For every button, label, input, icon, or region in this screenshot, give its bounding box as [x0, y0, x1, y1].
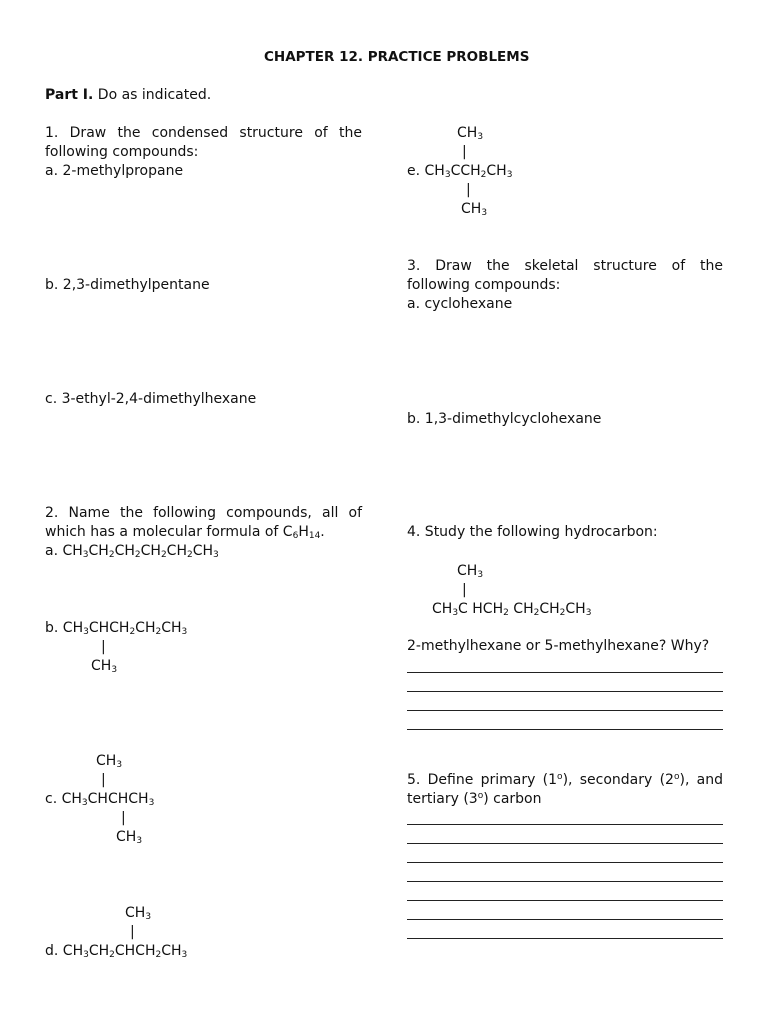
question-1e-bottom-substituent: $CH_3$	[461, 201, 488, 218]
question-2d-bond: |	[130, 924, 135, 940]
question-2c-main-chain: c. $CH_3CHCHCH_3$	[45, 791, 155, 808]
answer-line[interactable]	[407, 691, 723, 692]
question-2c-top-substituent: $CH_3$	[96, 753, 123, 770]
part-label: Part I.	[45, 87, 94, 103]
question-4-prompt: 4. Study the following hydrocarbon:	[407, 524, 658, 540]
question-3b: b. 1,3-dimethylcyclohexane	[407, 411, 602, 427]
answer-line[interactable]	[407, 729, 723, 730]
answer-line[interactable]	[407, 710, 723, 711]
question-3a: a. cyclohexane	[407, 296, 513, 312]
question-2b-bond: |	[101, 639, 106, 655]
answer-line[interactable]	[407, 824, 723, 825]
question-4-top-substituent: $CH_3$	[457, 563, 484, 580]
question-1c: c. 3-ethyl-2,4-dimethylhexane	[45, 391, 257, 407]
answer-line[interactable]	[407, 862, 723, 863]
question-1b: b. 2,3-dimethylpentane	[45, 277, 210, 293]
part-instruction: Do as indicated.	[97, 87, 212, 103]
question-2d-main-chain: d. $CH_3CH_2CHCH_2CH_3$	[45, 943, 188, 960]
question-4-bond: |	[462, 582, 467, 598]
question-2c-bottom-substituent: $CH_3$	[116, 829, 143, 846]
answer-line[interactable]	[407, 938, 723, 939]
question-1a: a. 2-methylpropane	[45, 163, 184, 179]
question-2b-substituent: $CH_3$	[91, 658, 118, 675]
question-1e-main-chain: e. $CH_3CCH_2CH_3$	[407, 163, 513, 180]
question-1e-top-substituent: $CH_3$	[457, 125, 484, 142]
question-1e-top-bond: |	[462, 144, 467, 160]
answer-line[interactable]	[407, 881, 723, 882]
question-1e-bottom-bond: |	[466, 182, 471, 198]
question-2d-top-substituent: $CH_3$	[125, 905, 152, 922]
answer-line[interactable]	[407, 672, 723, 673]
question-2c-bottom-bond: |	[121, 810, 126, 826]
answer-line[interactable]	[407, 900, 723, 901]
question-2b-main-chain: b. $CH_3CHCH_2CH_2CH_3$	[45, 620, 188, 637]
question-4-question: 2-methylhexane or 5-methylhexane? Why?	[407, 638, 710, 654]
question-2a: a. $CH_3CH_2CH_2CH_2CH_2CH_3$	[45, 543, 219, 560]
question-2c-top-bond: |	[101, 772, 106, 788]
question-2-prompt: 2. Name the following compounds, all of which has a molecular formula of $C_6H_{14}$.	[45, 505, 362, 541]
page-title: CHAPTER 12. PRACTICE PROBLEMS	[264, 49, 530, 65]
question-1-prompt: 1. Draw the condensed structure of the following compounds:	[45, 125, 362, 160]
question-5-prompt: 5. Define primary (1$^o$), secondary (2$^o$), and tertiary (3$^o$) carbon	[407, 772, 723, 807]
answer-line[interactable]	[407, 919, 723, 920]
part-heading	[45, 86, 211, 105]
question-3-prompt: 3. Draw the skeletal structure of the following compounds:	[407, 258, 723, 293]
answer-line[interactable]	[407, 843, 723, 844]
question-4-main-chain: $CH_3C$ $HCH_2$ $CH_2CH_2CH_3$	[432, 601, 592, 618]
